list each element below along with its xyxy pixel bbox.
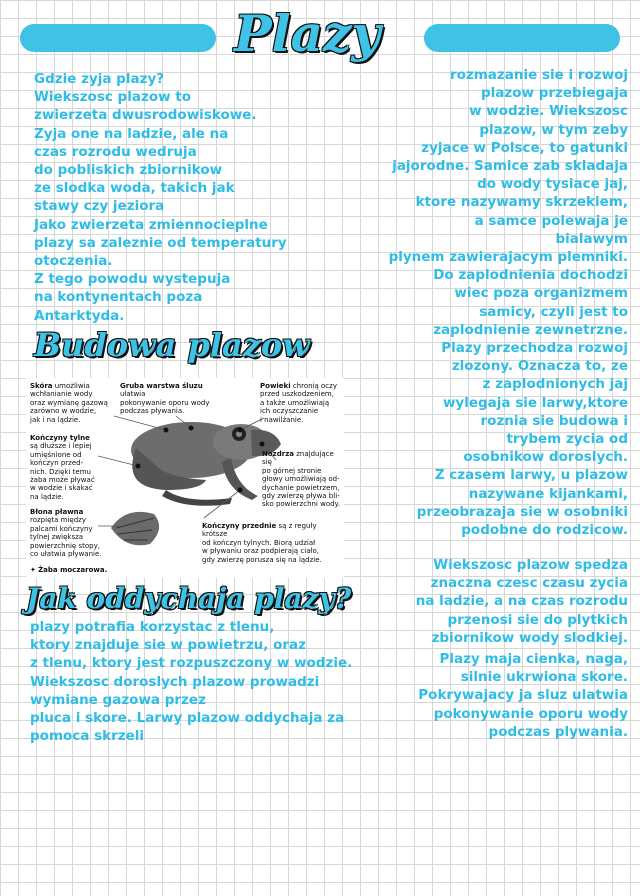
figure-label-line: wchłanianie wody (30, 390, 93, 399)
reproduction-line: wylegaja sie larwy,ktore (442, 394, 628, 411)
figure-label-line: jak i na lądzie. (30, 415, 81, 424)
reproduction-line: osobnikow doroslych. (463, 449, 628, 466)
figure-label-line: i nawilżanie. (260, 415, 304, 424)
frog-figure (26, 378, 344, 578)
breathing-line: z tlenu, ktory jest rozpuszczony w wodzie. (30, 655, 353, 672)
figure-label-line: w pływaniu oraz podpierają ciało, (202, 547, 320, 556)
header-bar-right (424, 24, 620, 52)
reproduction-line: roznia sie budowa i (480, 412, 628, 429)
habitat-line: Zyja one na ladzie, ale na (34, 125, 229, 142)
skin-paragraph (370, 650, 628, 741)
label-blona-plawna: Błona pławna rozpięta między palcami kończyny tylnej zwiększa powierzchnię stopy, co ułatwia pływanie. (30, 508, 102, 559)
habitat-line: czas rozrodu wedruja (34, 143, 197, 160)
skin-line: Plazy maja cienka, naga, (439, 651, 628, 667)
figure-label-line: w wodzie i skakać (30, 484, 93, 493)
reproduction-line: Do zaplodnienia dochodzi (433, 267, 628, 284)
figure-label-line: umożliwia (52, 382, 90, 390)
reproduction-line: zlozony. Oznacza to, ze (451, 358, 628, 375)
habitat-line: Jako zwierzeta zmiennocieplne (34, 216, 268, 233)
reproduction-line: a samce polewaja je (474, 212, 628, 229)
habitat-line: otoczenia. (34, 253, 113, 270)
habitat-line: na kontynentach poza (34, 289, 203, 306)
figure-label-line: tylnej zwiększa (30, 533, 84, 542)
figure-label-line: nich. Dzięki temu (30, 467, 91, 476)
figure-label-line: umięśnione od (30, 450, 82, 459)
lifestyle-line: na ladzie, a na czas rozrodu (415, 593, 628, 610)
reproduction-line: przeobrazaja sie w osobniki (416, 503, 628, 520)
figure-label-line: dychanie powietrzem, (262, 483, 340, 492)
lifestyle-line: znaczna czesc czasu zycia (430, 575, 628, 592)
lifestyle-line: zbiornikow wody slodkiej. (431, 629, 628, 646)
figure-label-line: powierzchnię stopy, (30, 541, 100, 550)
figure-label-line: pokonywanie oporu wody (120, 398, 210, 407)
figure-label-line: głowy umożliwiają od- (262, 475, 340, 484)
figure-label-line: zarówno w wodzie, (30, 407, 97, 416)
lifestyle-line: przenosi sie do plytkich (447, 611, 628, 628)
figure-label-line: chronią oczy (290, 382, 337, 390)
figure-label-line: rozpięta między (30, 516, 86, 525)
caption-arrow-icon: ✦ (30, 566, 39, 574)
reproduction-line: bialawym (555, 230, 628, 247)
reproduction-line: trybem zycia od (506, 431, 628, 448)
habitat-line: zwierzeta dwusrodowiskowe. (34, 107, 257, 124)
habitat-line: Gdzie zyja plazy? (34, 71, 165, 87)
section-heading-budowa: Budowa plazow (34, 326, 310, 364)
reproduction-line: wiec poza organizmem (454, 285, 628, 302)
breathing-line: plazy potrafia korzystac z tlenu, (30, 619, 275, 635)
figure-label-line: znajdujące się (262, 450, 334, 467)
label-nozdrza: Nozdrza znajdujące się po górnej stronie głowy umożliwiają od- dychanie powietrzem, gdy zwierzę pływa bli- sko powierzchni wody. (262, 450, 340, 509)
lifestyle-paragraph (370, 556, 628, 647)
figure-label-line: po górnej stronie (262, 466, 322, 475)
reproduction-line: plazow, w tym zeby (479, 121, 628, 138)
habitat-line: Antarktyda. (34, 307, 125, 324)
reproduction-line: nazywane kijankami, (468, 485, 628, 502)
skin-line: podczas plywania. (488, 723, 628, 740)
figure-label-line: palcami kończyny (30, 524, 93, 533)
label-sluz: Gruba warstwa śluzu ułatwia pokonywanie oporu wody podczas pływania. (120, 382, 210, 416)
label-konczyny-przednie: Kończyny przednie są z reguły krótsze od kończyn tylnych. Biorą udział w pływaniu oraz podpierają ciało, gdy zwierzę porusza się na lądzie. (202, 522, 322, 564)
figure-label-line: podczas pływania. (120, 407, 185, 416)
habitat-line: stawy czy jeziora (34, 198, 165, 215)
figure-label-line: przed uszkodzeniem, (260, 390, 334, 399)
figure-label-line: gdy zwierzę porusza się na lądzie. (202, 555, 322, 564)
page-title: Plazy (234, 4, 381, 63)
reproduction-line: zyjace w Polsce, to gatunki (421, 139, 628, 156)
breathing-line: Wiekszosc doroslych plazow prowadzi (30, 673, 320, 690)
reproduction-line: zaplodnienie zewnetrzne. (433, 321, 628, 338)
label-konczyny-tylne: Kończyny tylne są dłuższe i lepiej umięśnione od kończyn przed- nich. Dzięki temu żaba może pływać w wodzie i skakać na lądzie. (30, 434, 95, 501)
reproduction-line: jajorodne. Samice zab skladaja (392, 158, 628, 175)
lifestyle-line: Wiekszosc plazow spedza (433, 557, 628, 573)
breathing-line: wymiane gazowa przez (30, 691, 206, 708)
reproduction-line: do wody tysiace jaj, (477, 176, 628, 193)
figure-label-line: a także umożliwiają (260, 398, 330, 407)
breathing-line: pomoca skrzeli (30, 728, 145, 745)
skin-line: pokonywanie oporu wody (433, 705, 628, 722)
reproduction-line: ktore nazywamy skrzekiem, (415, 194, 628, 211)
figure-label-line: oraz wymianę gazową (30, 398, 108, 407)
reproduction-line: z zaplodnionych jaj (482, 376, 628, 393)
figure-label-line: ułatwia (120, 390, 146, 399)
figure-label-line: na lądzie. (30, 492, 64, 501)
habitat-line: ze slodka woda, takich jak (34, 180, 235, 197)
figure-label-line: gdy zwierzę pływa bli- (262, 492, 340, 501)
figure-label-line: sko powierzchni wody. (262, 500, 340, 509)
breathing-line: ktory znajduje sie w powietrzu, oraz (30, 637, 307, 654)
habitat-line: Wiekszosc plazow to (34, 89, 191, 106)
reproduction-line: w wodzie. Wiekszosc (469, 103, 628, 120)
figure-label-line: są z reguły krótsze (202, 522, 317, 539)
reproduction-line: plynem zawierajacym plemniki. (388, 249, 628, 266)
breathing-line: pluca i skore. Larwy plazow oddychaja za (30, 710, 345, 727)
reproduction-line: Plazy przechodza rozwoj (441, 340, 628, 357)
skin-line: silnie ukrwiona skore. (460, 669, 628, 686)
habitat-line: plazy sa zaleznie od temperatury (34, 234, 287, 251)
reproduction-line: rozmazanie sie i rozwoj (449, 67, 628, 83)
section-heading-oddychanie: Jak oddychaja plazy? (26, 582, 352, 615)
reproduction-line: samicy, czyli jest to (479, 303, 628, 320)
figure-caption: ✦ Żaba moczarowa. (30, 566, 108, 574)
figure-label-line: co ułatwia pływanie. (30, 550, 102, 559)
habitat-line: do pobliskich zbiornikow (34, 162, 223, 179)
figure-label-line: ich oczyszczanie (260, 407, 319, 416)
reproduction-paragraph (370, 66, 628, 539)
reproduction-line: podobne do rodzicow. (461, 522, 628, 539)
header-bar-left (20, 24, 216, 52)
label-skora: Skóra umożliwia wchłanianie wody oraz wymianę gazową zarówno w wodzie, jak i na lądzie. (30, 382, 108, 424)
figure-label-line: kończyn przed- (30, 459, 84, 468)
reproduction-line: Z czasem larwy, u plazow (434, 467, 628, 484)
skin-line: Pokrywajacy ja sluz ulatwia (418, 687, 628, 704)
reproduction-line: plazow przebiegaja (481, 85, 628, 102)
figure-label-line: od kończyn tylnych. Biorą udział (202, 538, 316, 547)
habitat-paragraph (34, 70, 334, 325)
habitat-line: Z tego powodu wystepuja (34, 271, 231, 288)
label-powieki: Powieki chronią oczy przed uszkodzeniem, a także umożliwiają ich oczyszczanie i nawilżanie. (260, 382, 337, 424)
figure-label-line: są dłuższe i lepiej (30, 442, 92, 451)
figure-label-line: żaba może pływać (30, 476, 95, 485)
breathing-paragraph (30, 618, 370, 745)
